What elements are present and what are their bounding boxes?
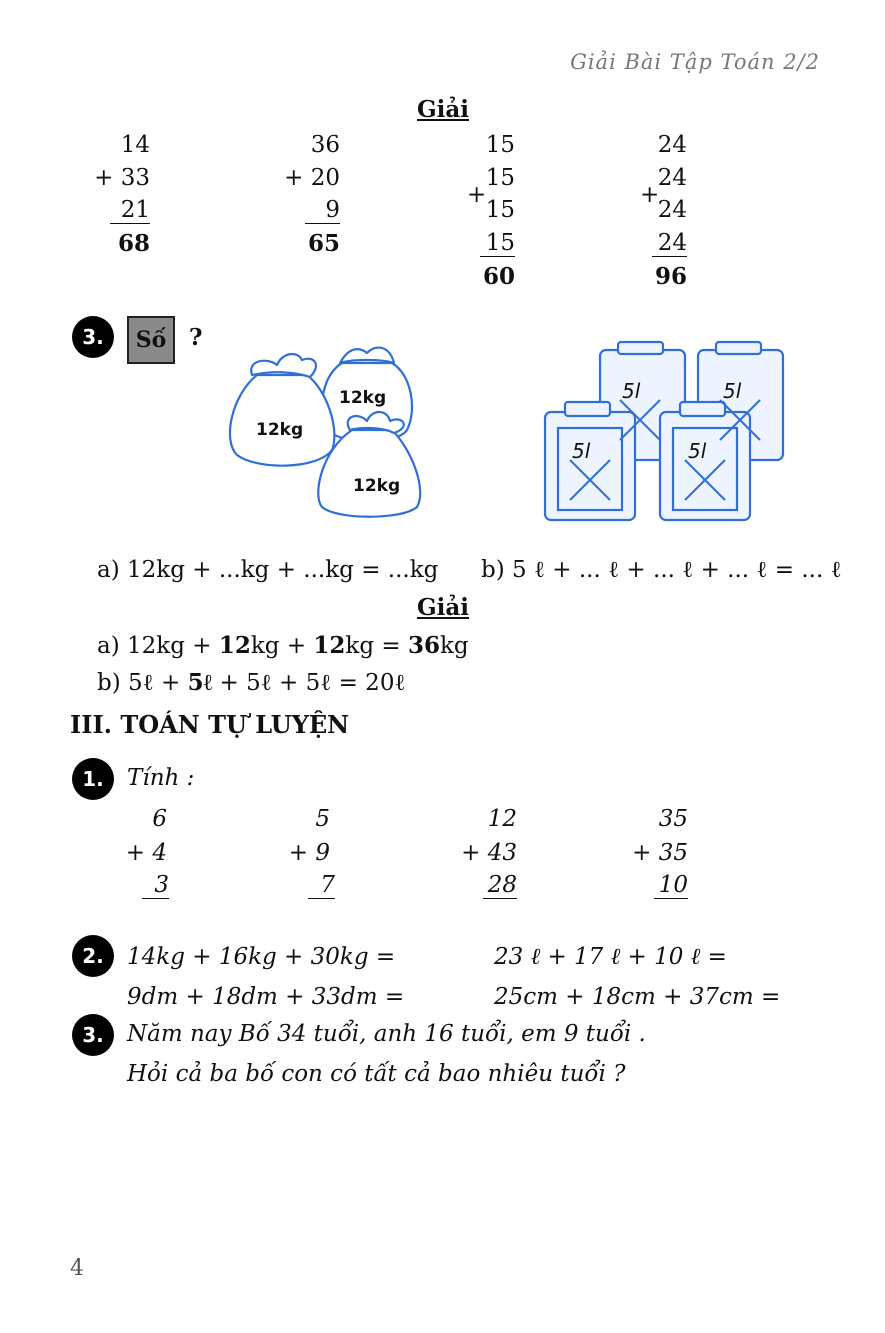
practice2-row1-left: 14kg + 16kg + 30kg = — [127, 944, 396, 970]
answer-a-prefix: a) 12kg + — [97, 633, 219, 659]
practice3-line2: Hỏi cả ba bố con có tất cả bao nhiêu tuổi ? — [127, 1061, 626, 1087]
answer-a-n1: 12 — [218, 632, 251, 659]
p1c2-third: 7 — [308, 872, 335, 899]
answer-a-n3: 36 — [407, 632, 440, 659]
sum4-result: 96 — [654, 263, 687, 290]
solution-heading: Giải — [417, 96, 470, 123]
answer-a-kg1: kg + — [250, 633, 314, 659]
question-b: b) 5 ℓ + ... ℓ + ... ℓ + ... ℓ = ... ℓ — [481, 557, 842, 583]
page-header: Giải Bài Tập Toán 2/2 — [570, 50, 820, 74]
sum3-second: 15 — [485, 165, 515, 191]
sum1-second: + 33 — [94, 165, 150, 191]
practice2-badge: 2. — [72, 935, 114, 977]
sum4-fourth: 24 — [652, 230, 687, 257]
p1c3-second: + 43 — [461, 840, 517, 866]
can-label-4: 5l — [688, 439, 707, 463]
sum4-third: 24 — [657, 197, 687, 223]
p1c1-top: 6 — [152, 806, 167, 832]
sum3-plus: + — [467, 182, 487, 208]
sum2-third: 9 — [305, 197, 340, 224]
sum3-result: 60 — [482, 263, 515, 290]
answer-a-kg3: kg — [440, 633, 469, 659]
sum1-result: 68 — [117, 230, 150, 257]
practice2-row1-right: 23 ℓ + 17 ℓ + 10 ℓ = — [494, 944, 727, 970]
solution-heading-2: Giải — [417, 594, 470, 621]
p1c4-top: 35 — [658, 806, 688, 832]
p1c1-second: + 4 — [125, 840, 167, 866]
bag-label-1: 12kg — [339, 388, 387, 408]
sum1-top: 14 — [120, 132, 150, 158]
answer-b-n1: 5ℓ — [187, 669, 213, 696]
question-a: a) 12kg + ...kg + ...kg = ...kg — [97, 557, 439, 583]
answer-b-rest: + 5ℓ + 5ℓ = 20ℓ — [212, 670, 406, 696]
answer-b — [97, 669, 405, 696]
practice2-row2-left: 9dm + 18dm + 33dm = — [127, 984, 405, 1010]
practice1-title: Tính : — [127, 765, 195, 791]
page-number: 4 — [70, 1256, 84, 1281]
answer-a — [97, 632, 469, 659]
p1c1-third: 3 — [142, 872, 169, 899]
sum3-fourth: 15 — [480, 230, 515, 257]
can-label-3: 5l — [572, 439, 591, 463]
practice1-badge: 1. — [72, 758, 114, 800]
sum4-plus: + — [640, 182, 660, 208]
p1c2-top: 5 — [315, 806, 330, 832]
sum2-result: 65 — [307, 230, 340, 257]
practice3-line1: Năm nay Bố 34 tuổi, anh 16 tuổi, em 9 tuổi . — [127, 1021, 646, 1047]
p1c3-third: 28 — [483, 872, 517, 899]
sum1-third: 21 — [110, 197, 150, 224]
answer-a-n2: 12 — [313, 632, 346, 659]
sum3-top: 15 — [485, 132, 515, 158]
sum2-second: + 20 — [284, 165, 340, 191]
p1c2-second: + 9 — [288, 840, 330, 866]
exercise3-badge: 3. — [72, 316, 114, 358]
bag-label-2: 12kg — [256, 420, 304, 440]
sum3-third: 15 — [485, 197, 515, 223]
p1c4-second: + 35 — [632, 840, 688, 866]
cans-illustration — [540, 340, 810, 525]
practice2-row2-right: 25cm + 18cm + 37cm = — [494, 984, 781, 1010]
can-label-2: 5l — [723, 379, 742, 403]
sum4-second: 24 — [657, 165, 687, 191]
sum2-top: 36 — [310, 132, 340, 158]
practice3-badge: 3. — [72, 1014, 114, 1056]
question-mark: ? — [189, 324, 203, 351]
bags-illustration — [222, 335, 427, 525]
p1c3-top: 12 — [487, 806, 517, 832]
can-label-1: 5l — [622, 379, 641, 403]
p1c4-third: 10 — [654, 872, 688, 899]
sum4-top: 24 — [657, 132, 687, 158]
answer-b-prefix: b) 5ℓ + — [97, 670, 188, 696]
section-title: III. TOÁN TỰ LUYỆN — [70, 710, 350, 739]
bag-label-3: 12kg — [353, 476, 401, 496]
answer-a-kg2: kg = — [345, 633, 408, 659]
so-box: Số — [127, 316, 175, 364]
